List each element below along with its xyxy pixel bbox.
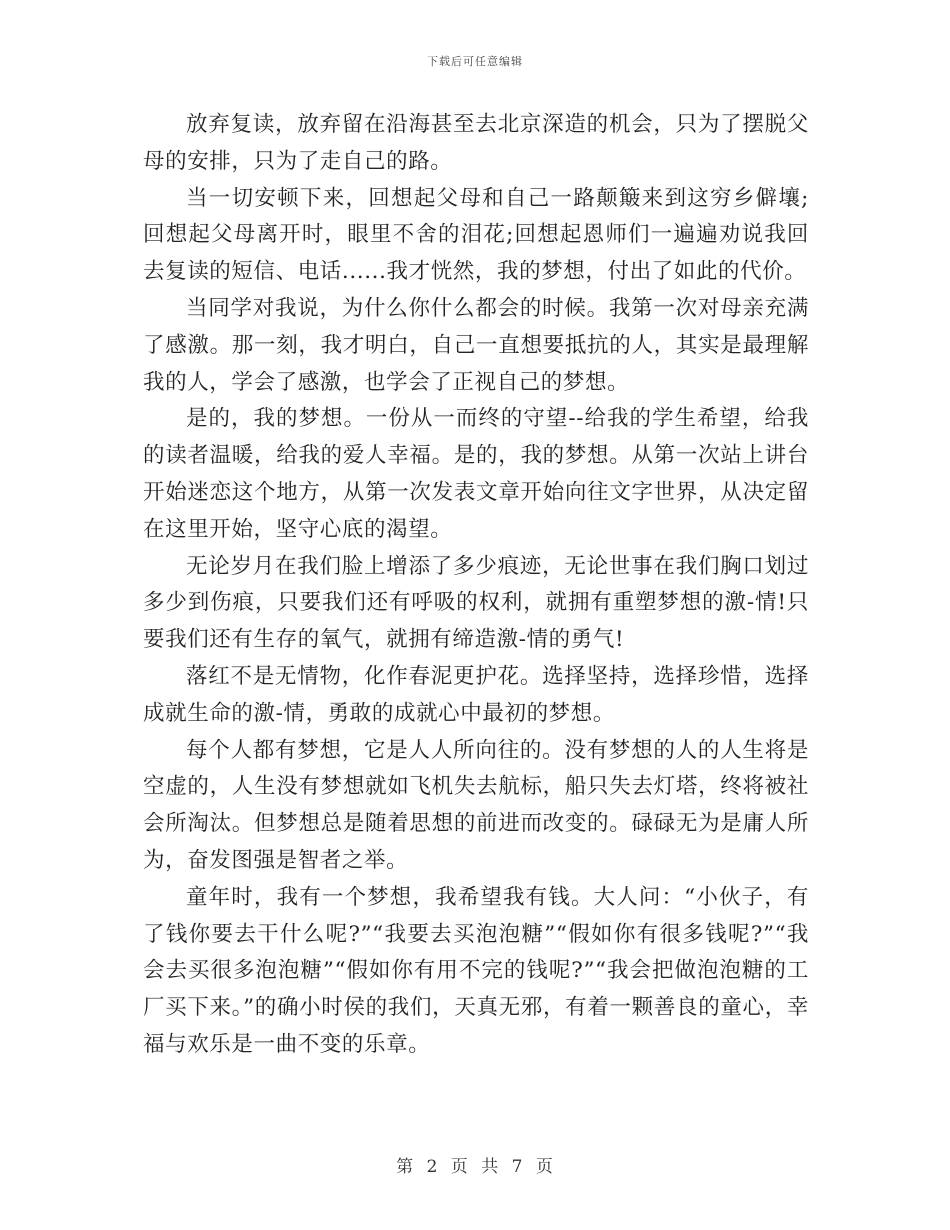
- paragraph: 当同学对我说，为什么你什么都会的时候。我第一次对母亲充满了感激。那一刻，我才明白，自己一直想要抵抗的人，其实是最理解我的人，学会了感激，也学会了正视自己的梦想。: [143, 295, 809, 395]
- paragraph: 童年时，我有一个梦想，我希望我有钱。大人问：“小伙子，有了钱你要去干什么呢?”“我要去买泡泡糖”“假如你有很多钱呢?”“我会去买很多泡泡糖”“假如你有用不完的钱呢?”“我会把做泡泡糖的工厂买下来。”的确小时侯的我们，天真无邪，有着一颗善良的童心，幸福与欢乐是一曲不变的乐章。: [143, 884, 809, 1057]
- paragraph: 放弃复读，放弃留在沿海甚至去北京深造的机会，只为了摆脱父母的安排，只为了走自己的路。: [143, 112, 809, 174]
- paragraph: 落红不是无情物，化作春泥更护花。选择坚持，选择珍惜，选择成就生命的激-情，勇敢的成就心中最初的梦想。: [143, 663, 809, 726]
- footer-total-word: 共: [481, 1157, 500, 1177]
- page-footer: [0, 1152, 950, 1177]
- page-header-note: 下载后可任意编辑: [427, 55, 523, 68]
- paragraph: 当一切安顿下来，回想起父母和自己一路颠簸来到这穷乡僻壤;回想起父母离开时，眼里不舍的泪花;回想起恩师们一遍遍劝说我回去复读的短信、电话......我才恍然，我的梦想，付出了如此的代价。: [143, 185, 809, 285]
- paragraph: 每个人都有梦想，它是人人所向往的。没有梦想的人的人生将是空虚的，人生没有梦想就如飞机失去航标，船只失去灯塔，终将被社会所淘汰。但梦想总是随着思想的前进而改变的。碌碌无为是庸人所为，奋发图强是智者之举。: [143, 737, 809, 873]
- paragraph: 无论岁月在我们脸上增添了多少痕迹，无论世事在我们胸口划过多少到伤痕，只要我们还有呼吸的权利，就拥有重塑梦想的激-情!只要我们还有生存的氧气，就拥有缔造激-情的勇气!: [143, 553, 809, 653]
- footer-page-word: 页: [450, 1157, 469, 1177]
- current-page-number: 2: [426, 1157, 439, 1177]
- total-page-count: 7: [511, 1157, 524, 1177]
- footer-prefix: 第: [396, 1157, 415, 1177]
- paragraph: 是的，我的梦想。一份从一而终的守望--给我的学生希望，给我的读者温暖，给我的爱人幸福。是的，我的梦想。从第一次站上讲台开始迷恋这个地方，从第一次发表文章开始向往文字世界，从决定留在这里开始，坚守心底的渴望。: [143, 406, 809, 542]
- document-body: [143, 107, 809, 1064]
- footer-suffix: 页: [535, 1157, 554, 1177]
